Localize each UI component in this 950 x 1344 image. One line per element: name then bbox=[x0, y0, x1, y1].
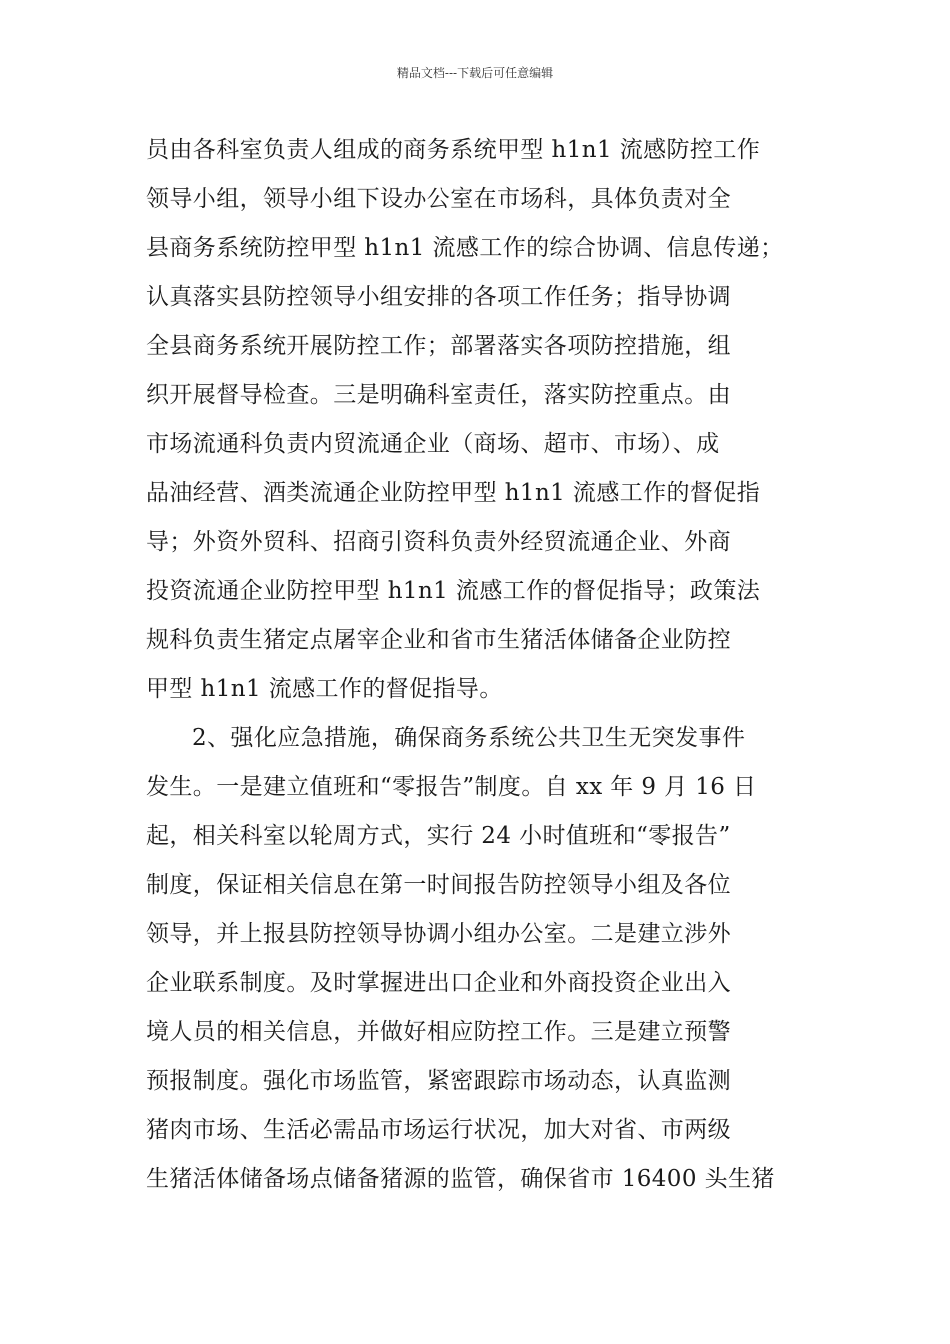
text-line: 生猪活体储备场点储备猪源的监管，确保省市 16400 头生猪 bbox=[146, 1166, 775, 1192]
text-line: 领导小组，领导小组下设办公室在市场科，具体负责对全 bbox=[146, 186, 731, 212]
text-line: 甲型 h1n1 流感工作的督促指导。 bbox=[146, 676, 503, 702]
text-line: 织开展督导检查。三是明确科室责任，落实防控重点。由 bbox=[146, 382, 731, 408]
text-line: 认真落实县防控领导小组安排的各项工作任务；指导协调 bbox=[146, 284, 731, 310]
text-line: 2、强化应急措施，确保商务系统公共卫生无突发事件 bbox=[192, 725, 746, 751]
paragraph-2 bbox=[146, 714, 826, 1204]
document-body bbox=[146, 126, 826, 1204]
text-line: 员由各科室负责人组成的商务系统甲型 h1n1 流感防控工作 bbox=[146, 137, 761, 163]
text-line: 全县商务系统开展防控工作；部署落实各项防控措施，组 bbox=[146, 333, 731, 359]
text-line: 投资流通企业防控甲型 h1n1 流感工作的督促指导；政策法 bbox=[146, 578, 761, 604]
text-line: 导；外资外贸科、招商引资科负责外经贸流通企业、外商 bbox=[146, 529, 731, 555]
text-line: 企业联系制度。及时掌握进出口企业和外商投资企业出入 bbox=[146, 970, 731, 996]
text-line: 品油经营、酒类流通企业防控甲型 h1n1 流感工作的督促指 bbox=[146, 480, 761, 506]
page-header: 精品文档---下载后可任意编辑 bbox=[396, 66, 554, 80]
text-line: 制度，保证相关信息在第一时间报告防控领导小组及各位 bbox=[146, 872, 731, 898]
paragraph-1 bbox=[146, 126, 826, 714]
text-line: 县商务系统防控甲型 h1n1 流感工作的综合协调、信息传递； bbox=[146, 235, 784, 261]
text-line: 规科负责生猪定点屠宰企业和省市生猪活体储备企业防控 bbox=[146, 627, 731, 653]
text-line: 发生。一是建立值班和“零报告”制度。自 xx 年 9 月 16 日 bbox=[146, 774, 757, 800]
text-line: 起，相关科室以轮周方式，实行 24 小时值班和“零报告” bbox=[146, 823, 731, 849]
text-line: 预报制度。强化市场监管，紧密跟踪市场动态，认真监测 bbox=[146, 1068, 731, 1094]
text-line: 市场流通科负责内贸流通企业（商场、超市、市场）、成 bbox=[146, 431, 720, 457]
text-line: 境人员的相关信息，并做好相应防控工作。三是建立预警 bbox=[146, 1019, 731, 1045]
text-line: 猪肉市场、生活必需品市场运行状况，加大对省、市两级 bbox=[146, 1117, 731, 1143]
text-line: 领导，并上报县防控领导协调小组办公室。二是建立涉外 bbox=[146, 921, 731, 947]
